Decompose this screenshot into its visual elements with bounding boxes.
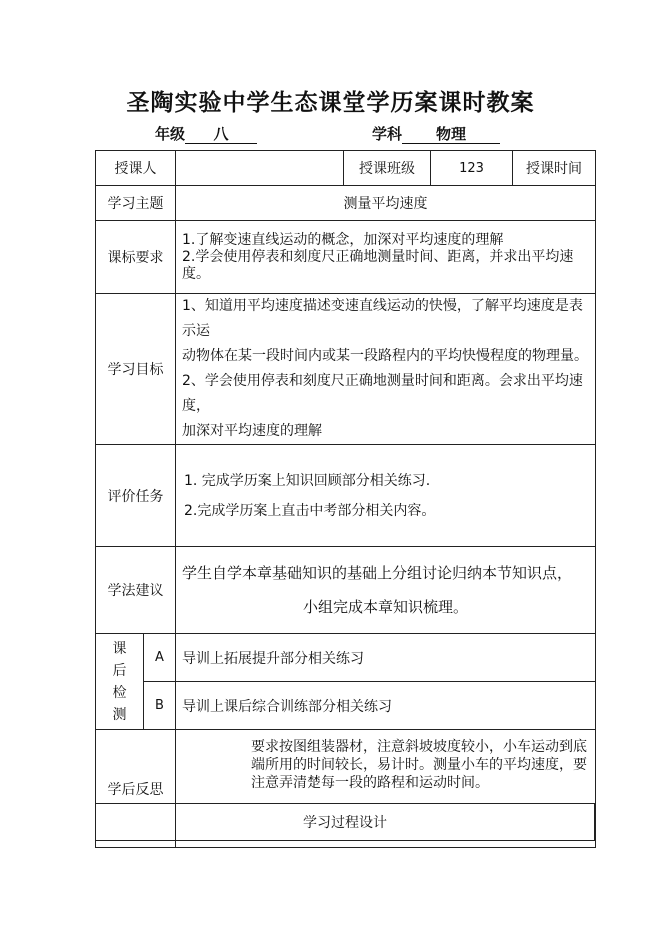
after-text-a: 导训上拓展提升部分相关练习 [176, 634, 596, 682]
eval-content [176, 445, 596, 547]
reflect-content: 要求按图组装器材，注意斜坡坡度较小，小车运动到底端所用的时间较长，易计时。测量小车的平均速度，要注意弄清楚每一段的路程和运动时间。 [176, 730, 596, 848]
method-label: 学法建议 [96, 547, 176, 634]
row-teacher [96, 151, 596, 186]
subject-line [372, 123, 500, 144]
row-after-b [96, 682, 596, 730]
row-goal [96, 294, 596, 445]
class-label: 授课班级 [344, 151, 431, 186]
after-label [96, 634, 144, 730]
time-label: 授课时间 [513, 151, 596, 186]
method-line: 学生自学本章基础知识的基础上分组讨论归纳本节知识点， [182, 564, 573, 582]
goal-line: 1、知道用平均速度描述变速直线运动的快慢，了解平均速度是表示运 [182, 298, 583, 339]
goal-label: 学习目标 [96, 294, 176, 445]
class-value: 123 [431, 151, 513, 186]
after-level-b: B [144, 682, 176, 730]
standard-line: 1.了解变速直线运动的概念，加深对平均速度的理解 [182, 231, 504, 248]
row-after-a [96, 634, 596, 682]
topic-value: 测量平均速度 [176, 186, 596, 221]
reflect-label: 学后反思 [96, 730, 176, 848]
row-topic [96, 186, 596, 221]
standard-label: 课标要求 [96, 221, 176, 294]
grade-line [155, 123, 257, 144]
row-method [96, 547, 596, 634]
document-title: 圣陶实验中学生态课堂学历案课时教案 [126, 89, 535, 116]
method-content [176, 547, 596, 634]
after-level-a: A [144, 634, 176, 682]
eval-line: 1. 完成学历案上知识回顾部分相关练习. [184, 472, 431, 489]
standard-content [176, 221, 596, 294]
goal-line: 动物体在某一段时间内或某一段路程内的平均快慢程度的物理量。 [182, 348, 588, 364]
grade-value: 八 [185, 126, 257, 144]
after-label-char: 检 [112, 684, 127, 701]
process-header-table [95, 803, 595, 841]
teacher-value [176, 151, 344, 186]
subject-value: 物理 [402, 126, 500, 144]
after-label-char: 后 [112, 662, 127, 679]
standard-line: 2.学会使用停表和刻度尺正确地测量时间、距离，并求出平均速度。 [182, 248, 574, 282]
lesson-table [95, 150, 596, 848]
goal-line: 加深对平均速度的理解 [182, 423, 322, 439]
after-label-char: 测 [112, 706, 127, 723]
row-eval [96, 445, 596, 547]
topic-label: 学习主题 [96, 186, 176, 221]
method-line: 小组完成本章知识梳理。 [302, 598, 468, 616]
after-text-b: 导训上课后综合训练部分相关练习 [176, 682, 596, 730]
eval-label: 评价任务 [96, 445, 176, 547]
goal-line: 2、学会使用停表和刻度尺正确地测量时间和距离。会求出平均速度， [182, 373, 583, 414]
process-label: 学习过程设计 [96, 804, 595, 841]
row-standard [96, 221, 596, 294]
subject-label: 学科 [372, 125, 403, 143]
teacher-label: 授课人 [96, 151, 176, 186]
after-label-char: 课 [112, 640, 127, 657]
goal-content [176, 294, 596, 445]
grade-label: 年级 [155, 125, 186, 143]
eval-line: 2.完成学历案上直击中考部分相关内容。 [184, 502, 436, 519]
